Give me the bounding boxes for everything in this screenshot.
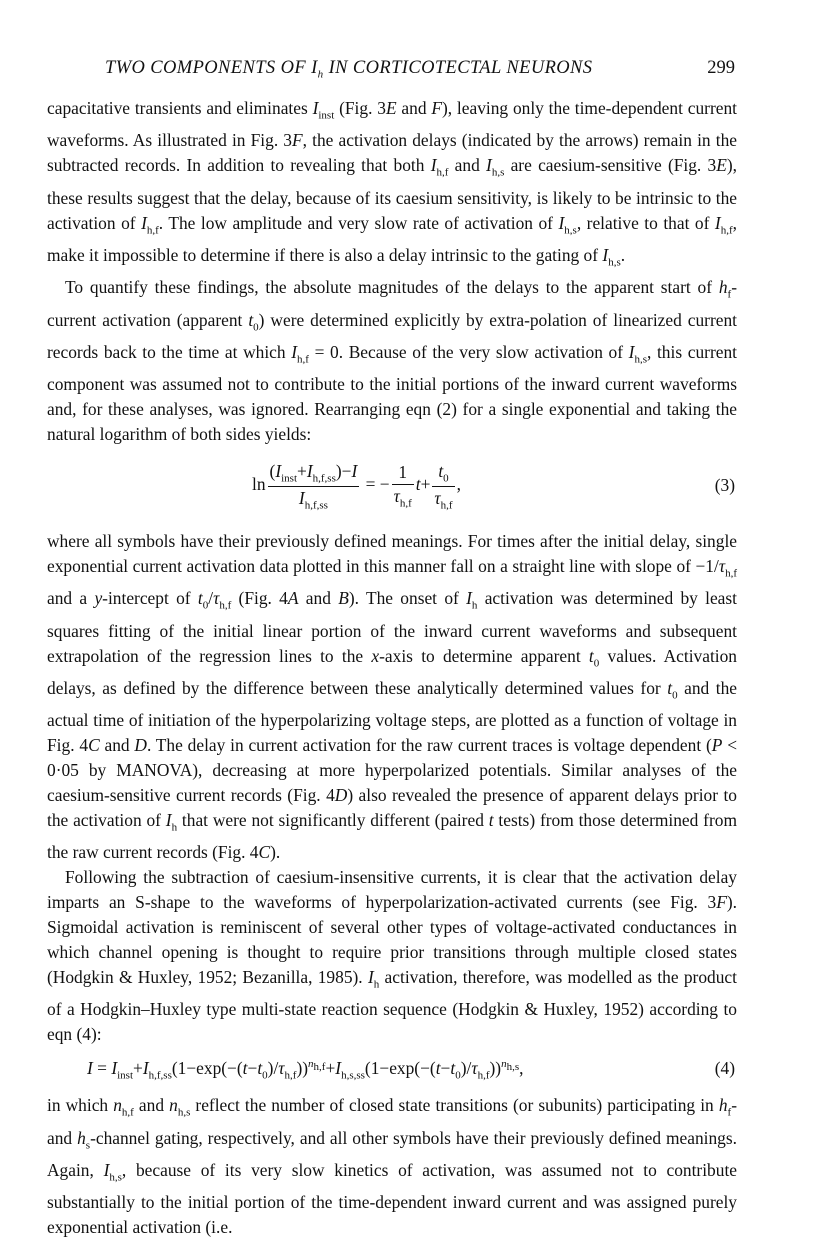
equation-3 <box>47 447 737 529</box>
paragraph-2: To quantify these findings, the absolute magnitudes of the delays to the apparent start of $h_f$-current activation (apparent $t_0$) were determined explicitly by extra-polation of linearized current records back to the time at which $I_{h,f} = 0$. Because of the very slow activation of $I_{h,s}$, this current component was assumed not to contribute to the initial portions of the inward current waveforms and, for these analyses, was ignored. Rearranging eqn (2) for a single exponential and taking the natural logarithm of both sides yields: <box>47 277 737 445</box>
page-header <box>47 58 737 86</box>
equation-4-number: (4) <box>714 1058 735 1079</box>
paragraph-1: capacitative transients and eliminates $I_{inst}$ (Fig. 3E and F), leaving only the time-dependent current waveforms. As illustrated in Fig. 3F, the activation delays (indicated by the arrows) remain in the subtracted records. In addition to revealing that both $I_{h,f}$ and $I_{h,s}$ are caesium-sensitive (Fig. 3E), these results suggest that the delay, because of its caesium sensitivity, is likely to be intrinsic to the activation of $I_{h,f}$. The low amplitude and very slow rate of activation of $I_{h,s}$, relative to that of $I_{h,f}$, make it impossible to determine if there is also a delay intrinsic to the gating of $I_{h,s}$. <box>47 98 737 269</box>
equation-4-body: $I = I_{inst}+I_{h,f,ss}(1-\exp(-(t-t_0)/\tau_{h,f}))^{n_{h,f}}+I_{h,s,ss}(1-\exp(-(t-t_0)/\tau_{h,f}))^{n_{h,s}}$, <box>87 1058 524 1082</box>
page-number: 299 <box>707 58 735 78</box>
equation-4 <box>47 1047 737 1093</box>
body-text <box>47 96 737 1240</box>
running-head: TWO COMPONENTS OF $I_h$ IN CORTICOTECTAL NEURONS <box>105 58 593 81</box>
equation-3-number: (3) <box>714 475 735 496</box>
paragraph-3: where all symbols have their previously defined meanings. For times after the initial delay, single exponential current activation data plotted in this manner fall on a straight line with slope of $-1/\tau_{h,f}$ and a y-intercept of $t_0/\tau_{h,f}$ (Fig. 4A and B). The onset of $I_h$ activation was determined by least squares fitting of the initial linear portion of the inward current waveforms and subsequent extrapolation of the regression lines to the x-axis to determine apparent $t_0$ values. Activation delays, as defined by the difference between these analytically determined values for $t_0$ and the actual time of initiation of the hyperpolarizing voltage steps, are plotted as a function of voltage in Fig. 4C and D. The delay in current activation for the raw current traces is voltage dependent (P < 0·05 by MANOVA), decreasing at more hyperpolarized potentials. Similar analyses of the caesium-sensitive current records (Fig. 4D) also revealed the presence of apparent delays prior to the activation of $I_h$ that were not significantly different (paired t tests) from those determined from the raw current records (Fig. 4C). <box>47 531 738 863</box>
paragraph-5: in which $n_{h,f}$ and $n_{h,s}$ reflect the number of closed state transitions (or subunits) participating in $h_f-$ and $h_s$-channel gating, respectively, and all other symbols have their previously defined meanings. Again, $I_{h,s}$, because of its very slow kinetics of activation, was assumed not to contribute substantially to the initial portion of the time-dependent inward current and was assigned purely exponential activation (i.e. <box>47 1095 737 1238</box>
paragraph-4: Following the subtraction of caesium-insensitive currents, it is clear that the activation delay imparts an S-shape to the waveforms of hyperpolarization-activated currents (see Fig. 3F). Sigmoidal activation is reminiscent of several other types of voltage-activated conductances in which channel opening is thought to require prior transitions through multiple closed states (Hodgkin & Huxley, 1952; Bezanilla, 1985). $I_h$ activation, therefore, was modelled as the product of a Hodgkin–Huxley type multi-state reaction sequence (Hodgkin & Huxley, 1952) according to eqn (4): <box>47 867 737 1045</box>
equation-3-body: ln $\frac{(I_{inst}+I_{h,f,ss})-I}{I_{h,f,ss}}$ = − $\frac{1}{\tau_{h,f}}$ t+ $\frac{t_0}{\tau_{h,f}}$ , <box>252 461 461 512</box>
